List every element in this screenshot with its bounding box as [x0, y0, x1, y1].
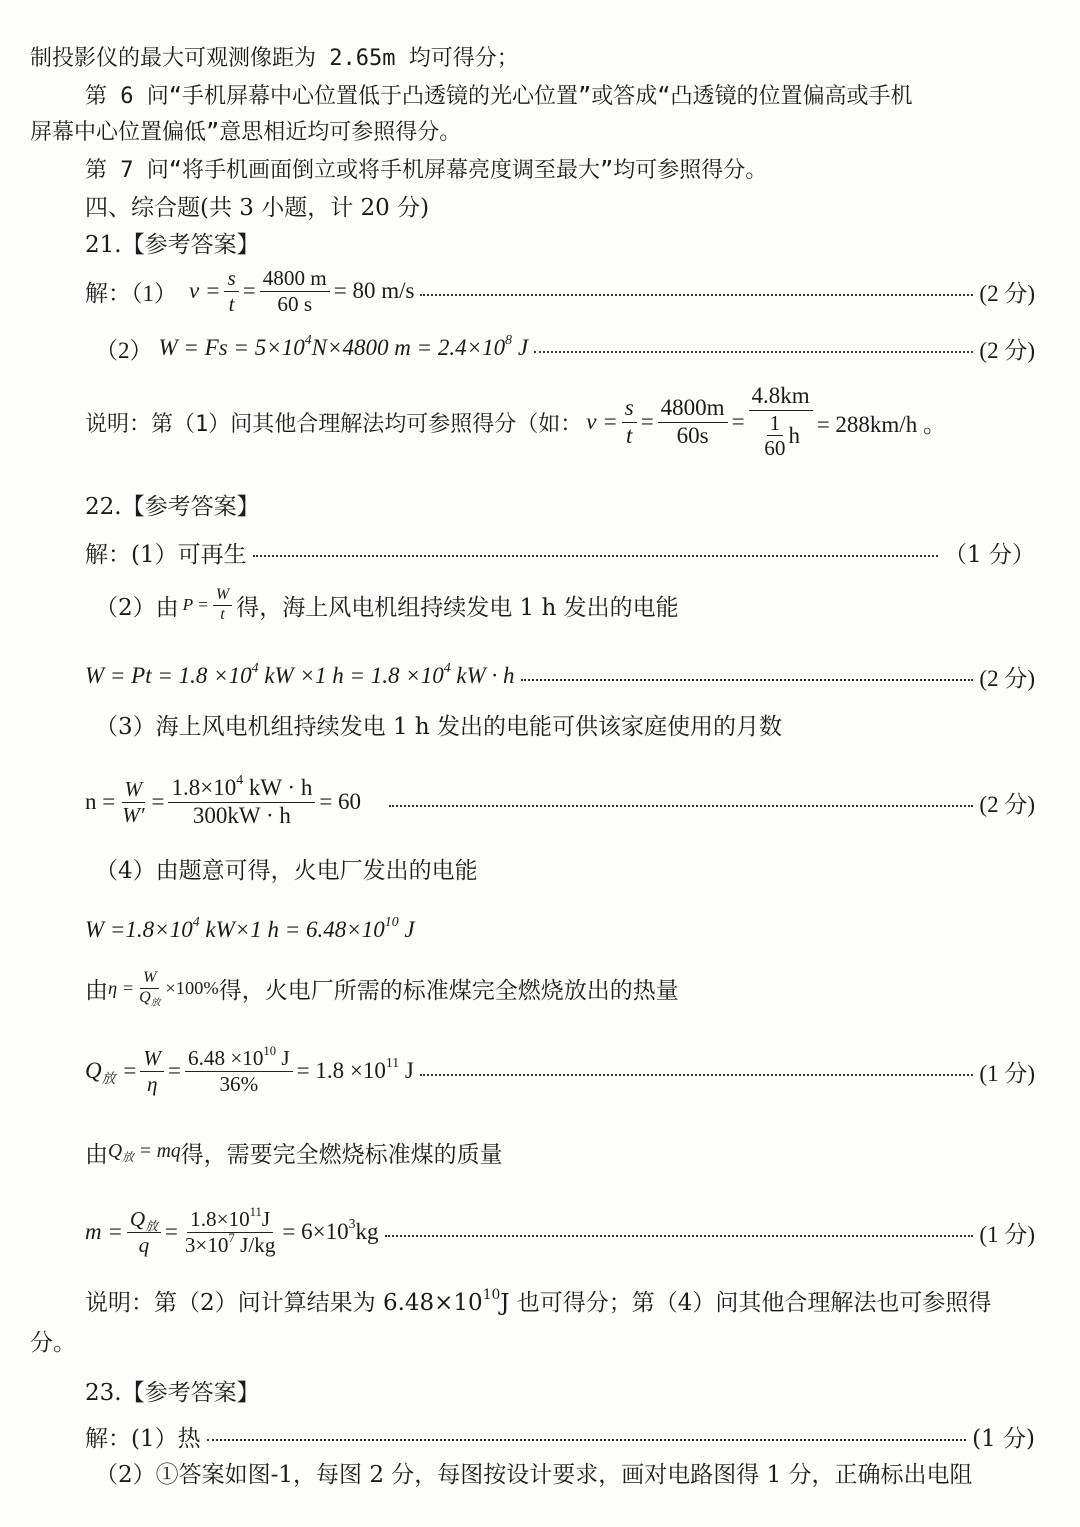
equals-sign: =	[164, 1219, 178, 1244]
score-label: (1 分)	[979, 1060, 1035, 1086]
equals-sign: =	[731, 409, 745, 434]
result-value: = 60	[319, 789, 362, 814]
equals-sign: =	[640, 409, 654, 434]
step-text: （3）海上风电机组持续发电 1 h 发出的电能可供该家庭使用的月数	[95, 714, 783, 740]
step-text: 解：(1）可再生	[85, 541, 247, 568]
fraction: $\frac{W}{Q_放}$	[139, 969, 161, 1008]
equals-sign: =	[123, 1058, 137, 1083]
result-value: = $6\times 10^3kg$	[282, 1215, 379, 1244]
answer-line	[85, 536, 1035, 568]
answer-line	[85, 1200, 1035, 1264]
step-label: 由	[85, 977, 108, 1004]
dot-leader	[389, 805, 973, 807]
formula-lhs: m =	[85, 1219, 123, 1244]
equals-sign: =	[242, 278, 256, 303]
score-label: （1 分）	[944, 541, 1035, 568]
formula-lhs: $Q_放$	[85, 1058, 116, 1086]
step-label: （2）由	[95, 594, 179, 621]
question-heading: 22.【参考答案】	[85, 494, 260, 520]
formula: $W = Fs = 5\times 10^4N\times 4800$ $m = 2.4\times 10^8$ J	[158, 331, 529, 360]
score-label: (2 分)	[979, 665, 1035, 691]
answer-line	[85, 960, 1035, 1016]
step-text: 解：(1）热	[85, 1425, 201, 1452]
fraction: $\frac{W}{\eta}$	[140, 1046, 164, 1096]
fraction: $\frac{6.48 \times 10^{10} J}{36\%}$	[185, 1046, 293, 1096]
equals-sign: =	[151, 789, 165, 814]
dot-leader	[521, 679, 974, 681]
score-label: (1 分)	[972, 1425, 1035, 1452]
fraction: $\frac{Q_放}{q}$	[127, 1207, 161, 1257]
fraction: $\frac{4800 m}{60 s}$	[260, 266, 330, 316]
note-line	[85, 378, 1045, 466]
answer-line	[85, 660, 1035, 692]
formula: $W = Pt = 1.8 \times 10^4$ kW ×1 $h = 1.8 \times 10^4$ kW · h	[85, 659, 515, 688]
fraction: $\frac{W}{t}$	[213, 586, 232, 624]
score-label: (2 分)	[979, 280, 1035, 306]
fraction: 4.8km $\frac{1}{60}$ h	[749, 383, 813, 460]
answer-line	[85, 772, 1035, 832]
step-label: （2）	[95, 337, 153, 363]
step-text: （2）①答案如图-1，每图 2 分，每图按设计要求，画对电路图得 1 分，正确标出电阻	[95, 1462, 973, 1488]
text-line: 屏幕中心位置偏低”意思相近均可参照得分。	[30, 120, 462, 145]
step-label: 解：（1）	[85, 280, 177, 306]
step-text: （4）由题意可得，火电厂发出的电能	[95, 858, 478, 884]
note-text: 分。	[30, 1330, 76, 1356]
result-value: = 80 m/s	[333, 278, 415, 303]
score-label: (1 分)	[979, 1221, 1035, 1247]
dot-leader	[207, 1439, 967, 1441]
answer-line	[85, 1134, 1035, 1170]
formula-lhs: η =	[108, 977, 135, 998]
answer-line	[95, 580, 1035, 630]
section-heading: 四、综合题(共 3 小题，计 20 分)	[85, 195, 430, 221]
formula: $W =1.8\times 10^4$ kW×1 $h = 6.48\times 10^{10}$ J	[85, 913, 415, 942]
formula: $Q_放$ = mq	[108, 1141, 181, 1165]
answer-line	[85, 264, 1035, 318]
step-text: 得，海上风电机组持续发电 1 h 发出的电能	[236, 594, 679, 621]
result-value: = 288km/h 。	[816, 411, 946, 437]
dot-leader	[534, 351, 973, 353]
formula-lhs: v =	[586, 409, 618, 434]
text-line: 第 6 问“手机屏幕中心位置低于凸透镜的光心位置”或答成“凸透镜的位置偏高或手机	[85, 84, 913, 109]
dot-leader	[253, 555, 938, 557]
step-text: 得，需要完全燃烧标准煤的质量	[180, 1141, 503, 1168]
formula-lhs: v =	[189, 278, 221, 303]
text-line: 第 7 问“将手机画面倒立或将手机屏幕亮度调至最大”均可参照得分。	[85, 158, 768, 183]
fraction: $\frac{1.8\times 10^4 kW \cdot h}{300kW \cdot h}$	[168, 775, 315, 829]
fraction: $\frac{s}{t}$	[224, 266, 238, 316]
fraction: $\frac{1.8\times 10^{11}J}{3\times 10^7 J/kg}$	[184, 1205, 276, 1257]
note-text: 说明：第（2）问计算结果为 $6.48\times 10^{10}J$ 也可得分；第（4）问其他合理解法也可参照得	[85, 1286, 992, 1316]
formula-lhs: n =	[85, 789, 116, 814]
score-label: (2 分)	[979, 791, 1035, 817]
answer-line	[85, 1040, 1035, 1102]
step-label: 由	[85, 1141, 108, 1168]
dot-leader	[385, 1235, 974, 1237]
note-text: 说明：第（1）问其他合理解法均可参照得分（如：	[85, 411, 583, 437]
fraction: $\frac{W}{W'}$	[122, 777, 145, 827]
question-heading: 23.【参考答案】	[85, 1380, 260, 1406]
equals-sign: =	[168, 1058, 182, 1083]
score-label: (2 分)	[979, 337, 1035, 363]
fraction: $\frac{4800m}{60s}$	[658, 395, 728, 449]
question-heading: 21.【参考答案】	[85, 232, 260, 258]
dot-leader	[420, 1074, 974, 1076]
text-line: 制投影仪的最大可观测像距为 2.65m 均可得分；	[30, 46, 519, 71]
fraction: $\frac{s}{t}$	[622, 395, 637, 449]
formula-lhs: P =	[182, 595, 209, 614]
answer-line	[85, 1420, 1035, 1452]
answer-line	[95, 332, 1035, 364]
formula-part: ×100%	[165, 977, 219, 998]
dot-leader	[420, 294, 973, 296]
result-value: = $1.8 \times 10^{11}$ J	[296, 1054, 414, 1083]
step-text: 得，火电厂所需的标准煤完全燃烧放出的热量	[218, 977, 679, 1004]
